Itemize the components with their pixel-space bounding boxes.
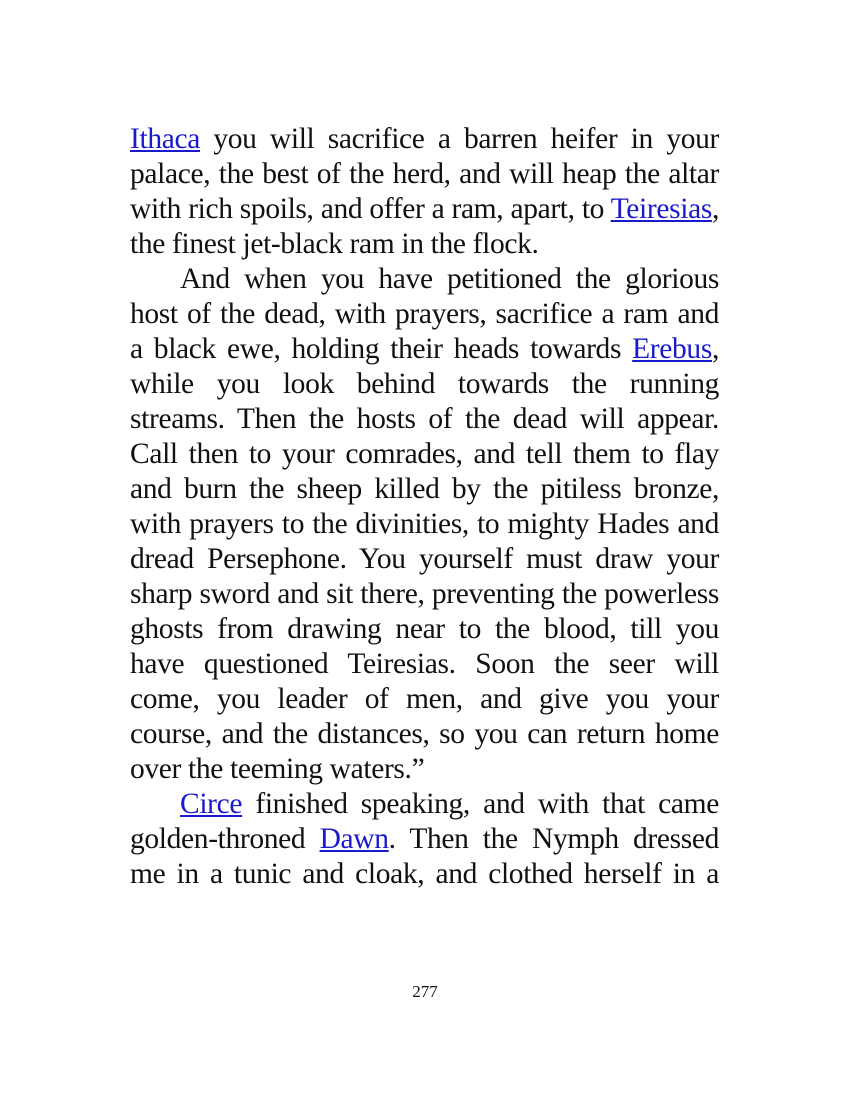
text-run: you will sacrifice a barren heifer in your palace, the best of the herd, and will heap the altar with rich spoils, and offer a ram, apart, to <box>130 123 719 225</box>
link-ithaca[interactable]: Ithaca <box>130 123 200 155</box>
page-number: 277 <box>412 982 438 1001</box>
text-run: finished speaking, and with that came golden-throned <box>130 788 719 855</box>
text-run: , while you look behind towards the running streams. Then the hosts of the dead will appear. Call then to your comrades, and tell them to flay and burn the sheep killed by the pitiless bronze, with prayers to the divinities, to mighty Hades and dread Persephone. You yourself must draw your sharp sword and sit there, preventing the powerless ghosts from drawing near to the blood, till you have questioned Teiresias. Soon the seer will come, you leader of men, and give you your course, and the distances, so you can return home over the teeming waters.” <box>130 333 719 785</box>
link-dawn[interactable]: Dawn <box>319 823 389 855</box>
text-run: And when you have petitioned the glorious host of the dead, with prayers, sacrifice a ram and a black ewe, holding their heads towards <box>130 263 719 365</box>
link-circe[interactable]: Circe <box>180 788 243 820</box>
link-erebus[interactable]: Erebus <box>632 333 712 365</box>
paragraph <box>130 787 719 892</box>
page-body <box>130 122 719 892</box>
link-teiresias[interactable]: Teiresias <box>610 193 712 225</box>
text-run: . Then the Nymph dressed me in a tunic and cloak, and clothed herself in a <box>130 823 719 890</box>
paragraph <box>130 122 719 262</box>
paragraph <box>130 262 719 787</box>
text-run: , the finest jet-black ram in the flock. <box>130 193 719 260</box>
